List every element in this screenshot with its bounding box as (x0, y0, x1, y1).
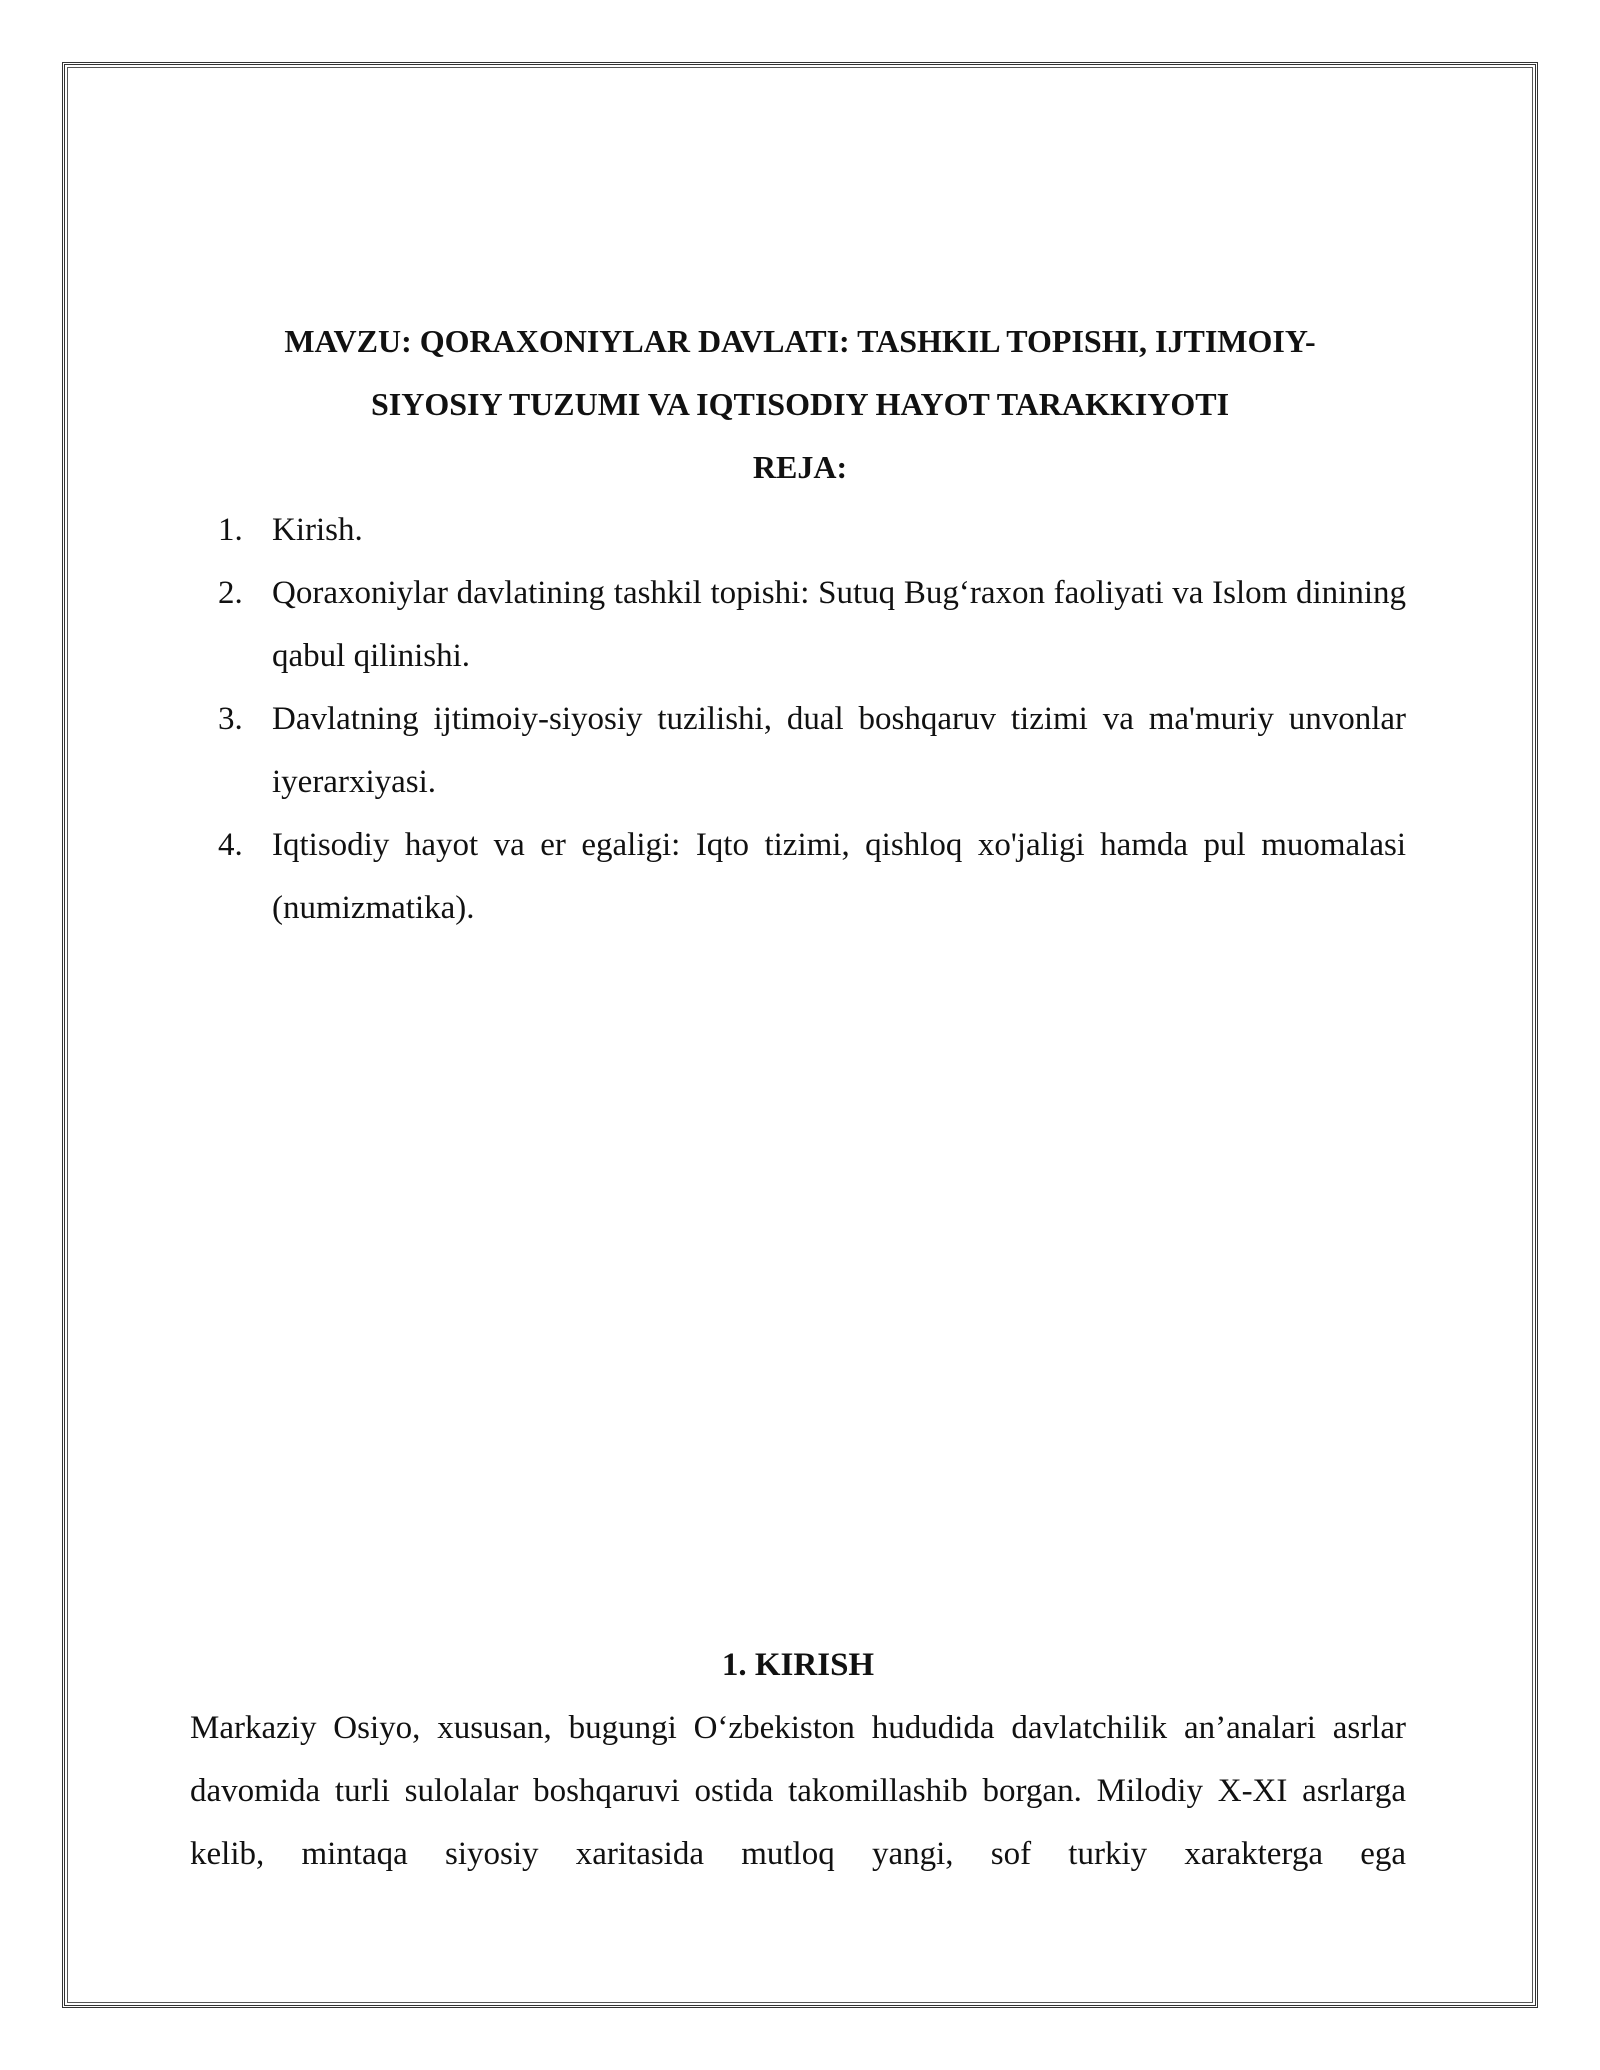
plan-item-text: Kirish. (272, 512, 363, 548)
plan-item-text: Iqtisodiy hayot va er egaligi: Iqto tizimi, qishloq xo'jaligi hamda pul muomalasi (numizmatika). (272, 827, 1406, 926)
plan-item-number: 4. (218, 827, 243, 863)
plan-item (218, 814, 1406, 940)
plan-item (218, 688, 1406, 814)
title-line-1: MAVZU: QORAXONIYLAR DAVLATI: TASHKIL TOPISHI, IJTIMOIY- (284, 323, 1316, 359)
plan-item-number: 1. (218, 512, 243, 548)
section-heading-introduction: 1. KIRISH (721, 1647, 875, 1683)
document-title (180, 310, 1420, 436)
title-line-2: SIYOSIY TUZUMI VA IQTISODIY HAYOT TARAKKIYOTI (370, 386, 1230, 422)
plan-heading: REJA: (752, 449, 848, 485)
plan-item-number: 2. (218, 575, 243, 611)
plan-item-text: Qoraxoniylar davlatining tashkil topishi: Sutuq Bug‘raxon faoliyati va Islom dinining qabul qilinishi. (272, 575, 1406, 674)
plan-list (218, 499, 1406, 940)
plan-item-text: Davlatning ijtimoiy-siyosiy tuzilishi, dual boshqaruv tizimi va ma'muriy unvonlar iyerarxiyasi. (272, 701, 1406, 800)
plan-item-number: 3. (218, 701, 243, 737)
section-paragraph: Markaziy Osiyo, xususan, bugungi O‘zbekiston hududida davlatchilik an’analari asrlar davomida turli sulolalar boshqaruvi ostida takomillashib borgan. Milodiy X-XI asrlarga kelib, mintaqa siyosiy xaritasida mutloq yangi, sof turkiy xarakterga ega (190, 1710, 1406, 1872)
plan-item (218, 499, 1406, 562)
plan-item (218, 562, 1406, 688)
